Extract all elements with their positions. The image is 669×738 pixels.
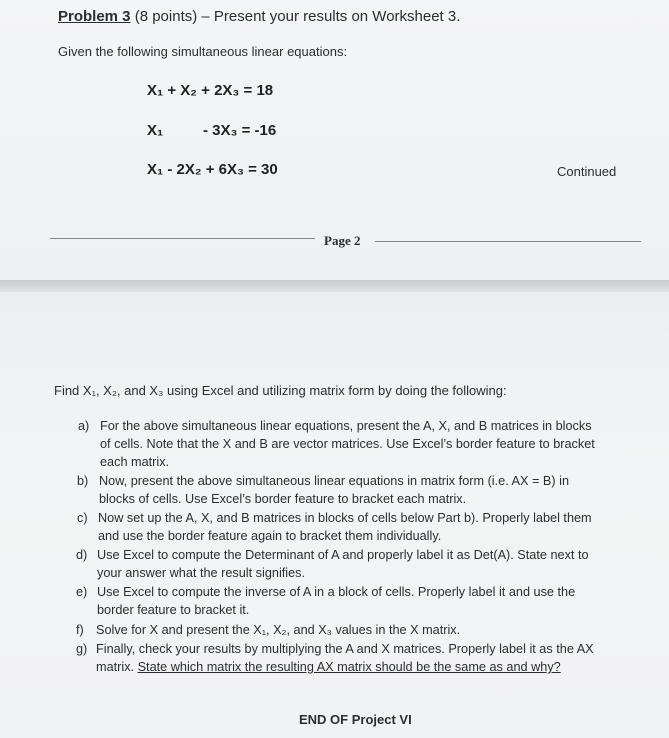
item-line: your answer what the result signifies. <box>97 566 306 580</box>
item-label: e) <box>76 585 88 599</box>
item-line: and use the border feature again to bracket them individually. <box>98 529 442 543</box>
problem-number: Problem 3 <box>58 8 131 25</box>
page-2-section <box>0 292 669 738</box>
item-line: of cells. Note that the X and B are vector matrices. Use Excel’s border feature to bracket <box>100 437 595 451</box>
page-divider-right <box>375 241 641 242</box>
continued-label: Continued <box>557 164 617 179</box>
item-line: Solve for X and present the X₁, X₂, and X₃ values in the X matrix. <box>96 623 461 637</box>
equation-2-right: - 3X₃ = -16 <box>203 122 277 139</box>
item-line: matrix. <box>96 660 135 674</box>
item-label: a) <box>78 419 90 433</box>
end-of-project: END OF Project VI <box>299 712 412 727</box>
item-line: Now, present the above simultaneous linear equations in matrix form (i.e. AX = B) in <box>99 474 570 488</box>
item-label: b) <box>77 474 89 488</box>
item-line: Use Excel to compute the inverse of A in a block of cells. Properly label it and use the <box>97 585 576 599</box>
page-divider-left <box>50 238 315 239</box>
item-line-last <box>96 658 594 676</box>
item-line: For the above simultaneous linear equations, present the A, X, and B matrices in blocks <box>100 419 592 433</box>
underlined-question: State which matrix the resulting AX matrix should be the same as and why? <box>137 660 561 674</box>
problem-title-rest: (8 points) – Present your results on Worksheet 3. <box>130 8 461 25</box>
problem-title <box>58 8 460 25</box>
item-label: c) <box>77 511 88 525</box>
item-line: Use Excel to compute the Determinant of A and properly label it as Det(A). State next to <box>97 548 589 562</box>
item-line: border feature to bracket it. <box>97 603 250 617</box>
item-label: f) <box>76 623 84 637</box>
given-text: Given the following simultaneous linear equations: <box>58 44 348 59</box>
item-line: each matrix. <box>100 455 170 469</box>
equation-2-left: X₁ <box>147 122 164 139</box>
instructions-intro: Find X₁, X₂, and X₃ using Excel and utilizing matrix form by doing the following: <box>54 383 507 398</box>
page-number: Page 2 <box>324 233 361 248</box>
item-label: g) <box>76 642 88 656</box>
item-line: Now set up the A, X, and B matrices in blocks of cells below Part b). Properly label them <box>98 511 592 525</box>
page-1-section <box>0 0 669 280</box>
page-break <box>0 280 669 292</box>
equation-3: X₁ - 2X₂ + 6X₃ = 30 <box>147 161 278 178</box>
equation-1: X₁ + X₂ + 2X₃ = 18 <box>147 82 274 99</box>
item-label: d) <box>76 548 88 562</box>
item-line: Finally, check your results by multiplying the A and X matrices. Properly label it as the AX <box>96 642 594 656</box>
item-line: blocks of cells. Use Excel’s border feature to bracket each matrix. <box>99 492 467 506</box>
